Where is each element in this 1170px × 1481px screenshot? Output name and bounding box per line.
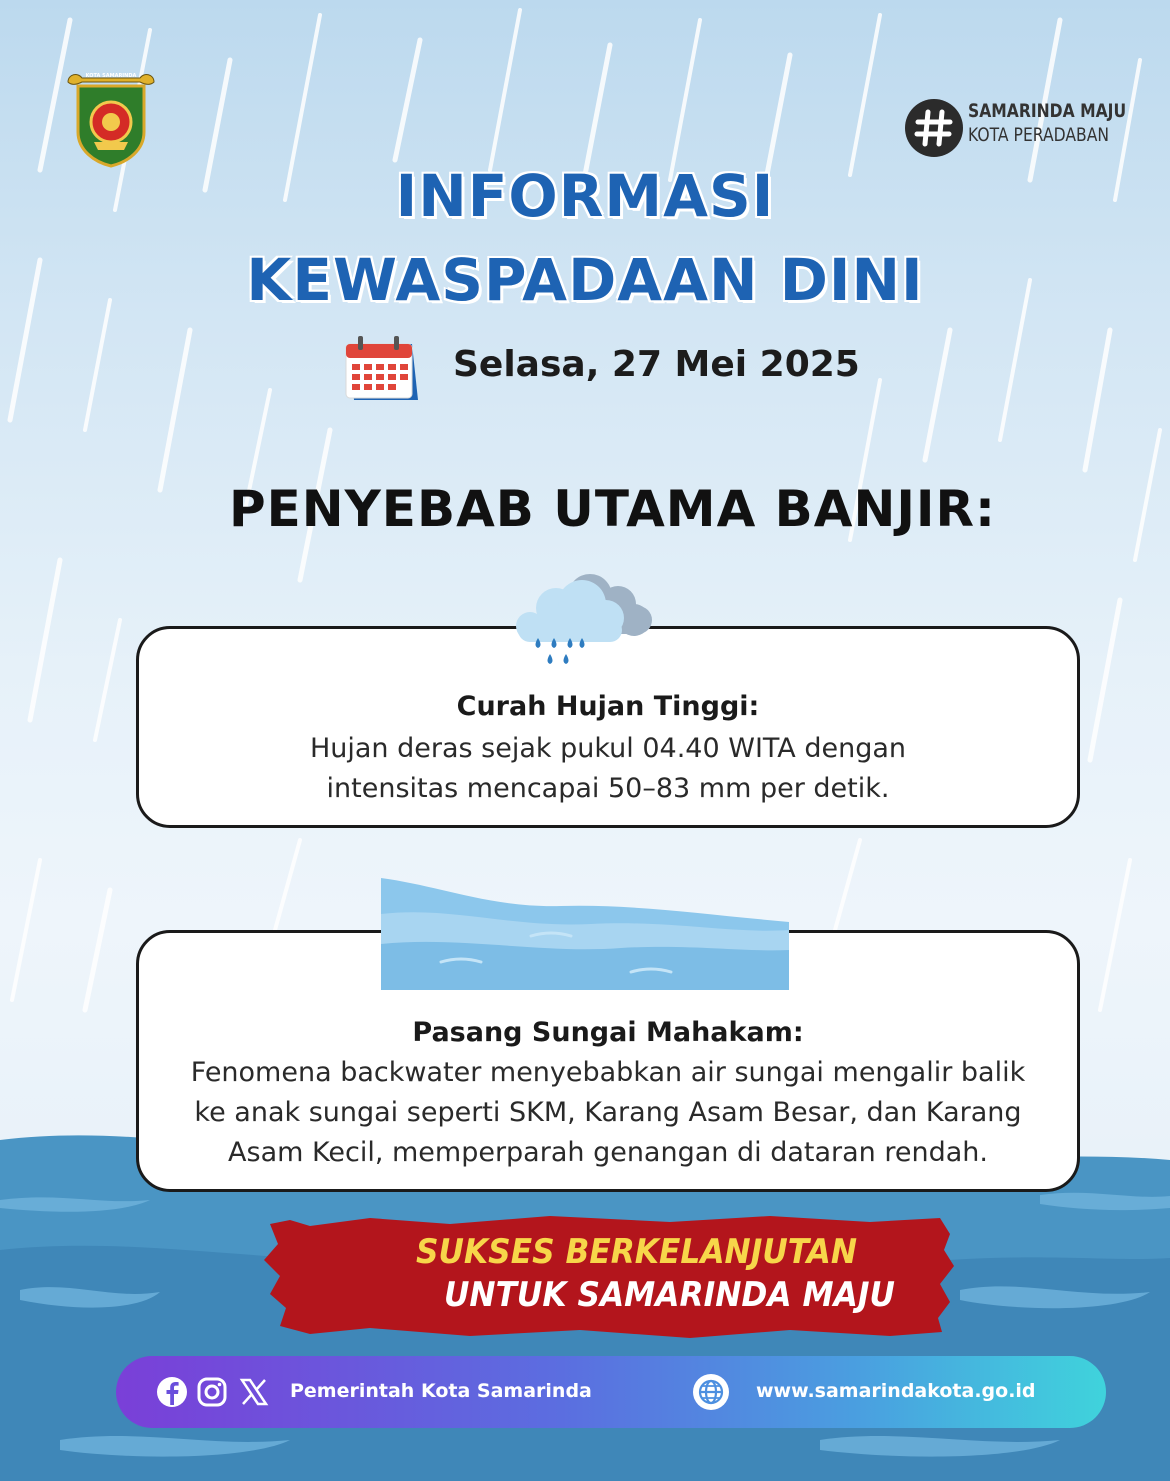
tagline-line-1: SUKSES BERKELANJUTAN xyxy=(416,1232,858,1272)
hashtag-line-1: SAMARINDA MAJU xyxy=(968,100,1127,122)
footer-website-link[interactable]: www.samarindakota.go.id xyxy=(756,1380,1036,1402)
instagram-icon[interactable] xyxy=(196,1376,228,1408)
calendar-icon xyxy=(342,334,422,406)
emblem-label: KOTA SAMARINDA xyxy=(85,73,137,79)
cause-description-line: Fenomena backwater menyebabkan air sungai mengalir balik xyxy=(190,1057,1026,1088)
date-label: Selasa, 27 Mei 2025 xyxy=(453,344,860,385)
city-emblem-graphic xyxy=(64,70,158,168)
globe-icon xyxy=(692,1373,730,1411)
cause-description-line: Asam Kecil, memperparah genangan di dataran rendah. xyxy=(228,1137,988,1168)
city-emblem xyxy=(64,70,158,168)
cause-description xyxy=(133,1053,1083,1173)
cause-title: Curah Hujan Tinggi: xyxy=(456,691,760,722)
rain-cloud-icon xyxy=(510,568,660,678)
cause-description-line: Hujan deras sejak pukul 04.40 WITA dengan xyxy=(309,733,907,764)
cause-title: Pasang Sungai Mahakam: xyxy=(412,1017,804,1048)
river-water-icon xyxy=(381,878,789,990)
footer-bar xyxy=(116,1356,1106,1428)
cause-description-line: intensitas mencapai 50–83 mm per detik. xyxy=(326,773,890,804)
title-line-1: INFORMASI xyxy=(395,162,775,230)
section-heading: PENYEBAB UTAMA BANJIR: xyxy=(228,480,997,538)
hashtag-badge xyxy=(904,98,964,158)
facebook-icon[interactable] xyxy=(156,1376,188,1408)
cause-description-line: ke anak sungai seperti SKM, Karang Asam Besar, dan Karang xyxy=(194,1097,1022,1128)
hashtag-icon xyxy=(904,98,964,158)
tagline-line-2: UNTUK SAMARINDA MAJU xyxy=(444,1275,895,1315)
x-icon[interactable] xyxy=(238,1376,270,1408)
footer-organization: Pemerintah Kota Samarinda xyxy=(290,1380,592,1402)
cause-description xyxy=(139,729,1077,809)
hashtag-line-2: KOTA PERADABAN xyxy=(968,124,1110,146)
title-line-2: KEWASPADAAN DINI xyxy=(246,246,924,314)
